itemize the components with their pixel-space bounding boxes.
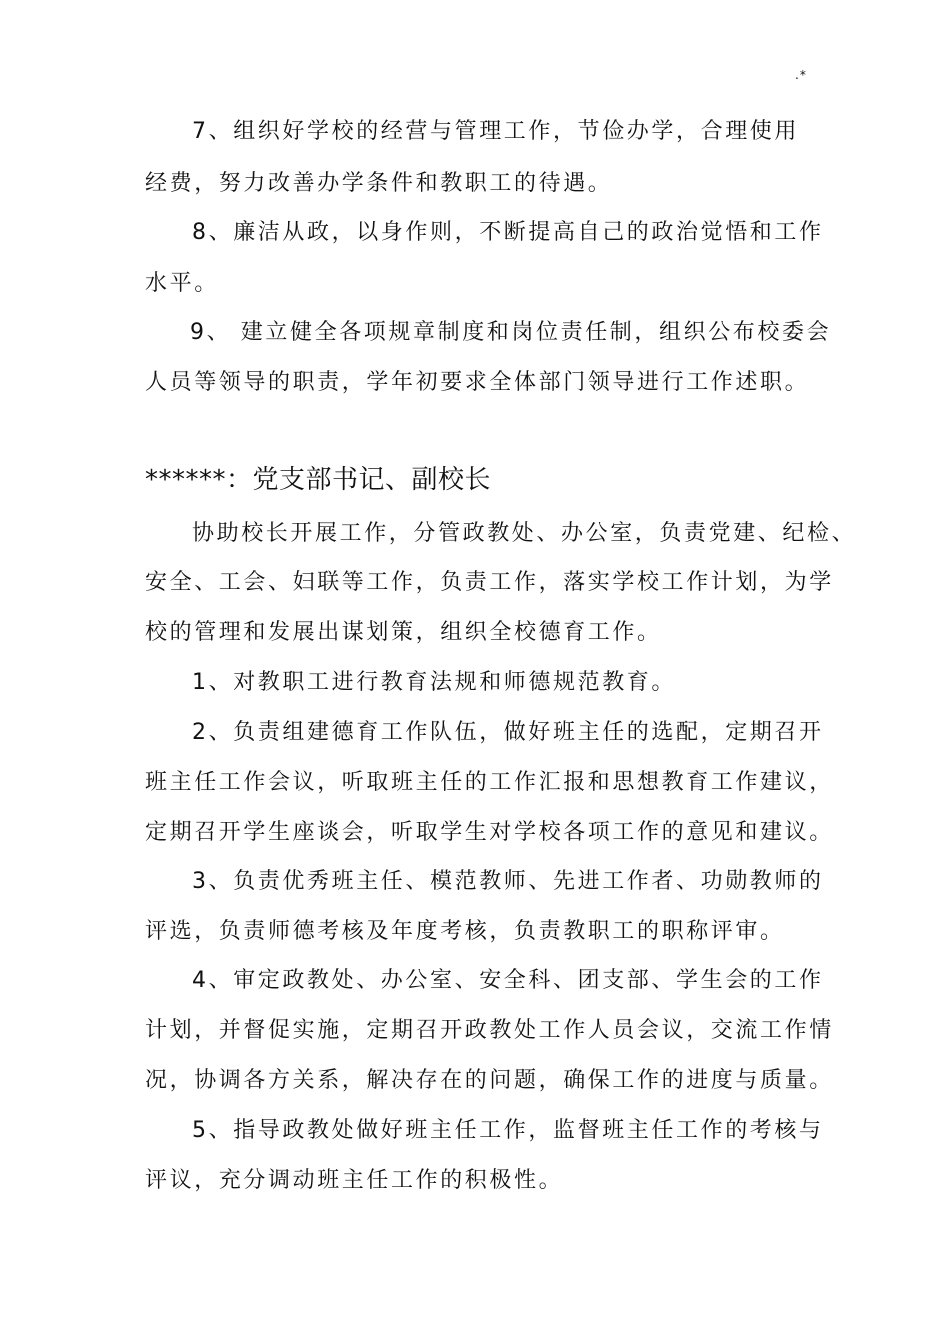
item-3-line-2: 评选，负责师德考核及年度考核，负责教职工的职称评审。: [145, 919, 785, 944]
paragraph-9-line-1: 9、 建立健全各项规章制度和岗位责任制，组织公布校委会: [190, 320, 832, 345]
item-2-line-3: 定期召开学生座谈会，听取学生对学校各项工作的意见和建议。: [145, 820, 834, 845]
paragraph-7-line-2: 经费，努力改善办学条件和教职工的待遇。: [145, 171, 613, 196]
item-5-line-2: 评议，充分调动班主任工作的积极性。: [145, 1168, 564, 1193]
item-4-line-3: 况，协调各方关系，解决存在的问题，确保工作的进度与质量。: [145, 1068, 834, 1093]
item-2-line-2: 班主任工作会议，听取班主任的工作汇报和思想教育工作建议，: [145, 770, 834, 795]
intro-line-3: 校的管理和发展出谋划策，组织全校德育工作。: [145, 620, 662, 645]
paragraph-7-line-1: 7、组织好学校的经营与管理工作，节俭办学，合理使用: [192, 119, 799, 144]
item-4-line-2: 计划，并督促实施，定期召开政教处工作人员会议，交流工作情: [145, 1018, 834, 1043]
section-heading: ******：党支部书记、副校长: [145, 465, 492, 495]
paragraph-9-line-2: 人员等领导的职责，学年初要求全体部门领导进行工作述职。: [145, 370, 810, 395]
page-corner-mark: .*: [795, 68, 807, 82]
item-2-line-1: 2、负责组建德育工作队伍，做好班主任的选配，定期召开: [192, 720, 824, 745]
paragraph-8-line-1: 8、廉洁从政，以身作则，不断提高自己的政治觉悟和工作: [192, 220, 824, 245]
item-5-line-1: 5、指导政教处做好班主任工作，监督班主任工作的考核与: [192, 1118, 824, 1143]
paragraph-8-line-2: 水平。: [145, 271, 219, 296]
item-4-line-1: 4、审定政教处、办公室、安全科、团支部、学生会的工作: [192, 968, 824, 993]
intro-line-2: 安全、工会、妇联等工作，负责工作，落实学校工作计划，为学: [145, 570, 834, 595]
item-1-line-1: 1、对教职工进行教育法规和师德规范教育。: [192, 670, 676, 695]
item-3-line-1: 3、负责优秀班主任、模范教师、先进工作者、功勋教师的: [192, 869, 824, 894]
intro-line-1: 协助校长开展工作，分管政教处、办公室，负责党建、纪检、: [192, 521, 857, 546]
